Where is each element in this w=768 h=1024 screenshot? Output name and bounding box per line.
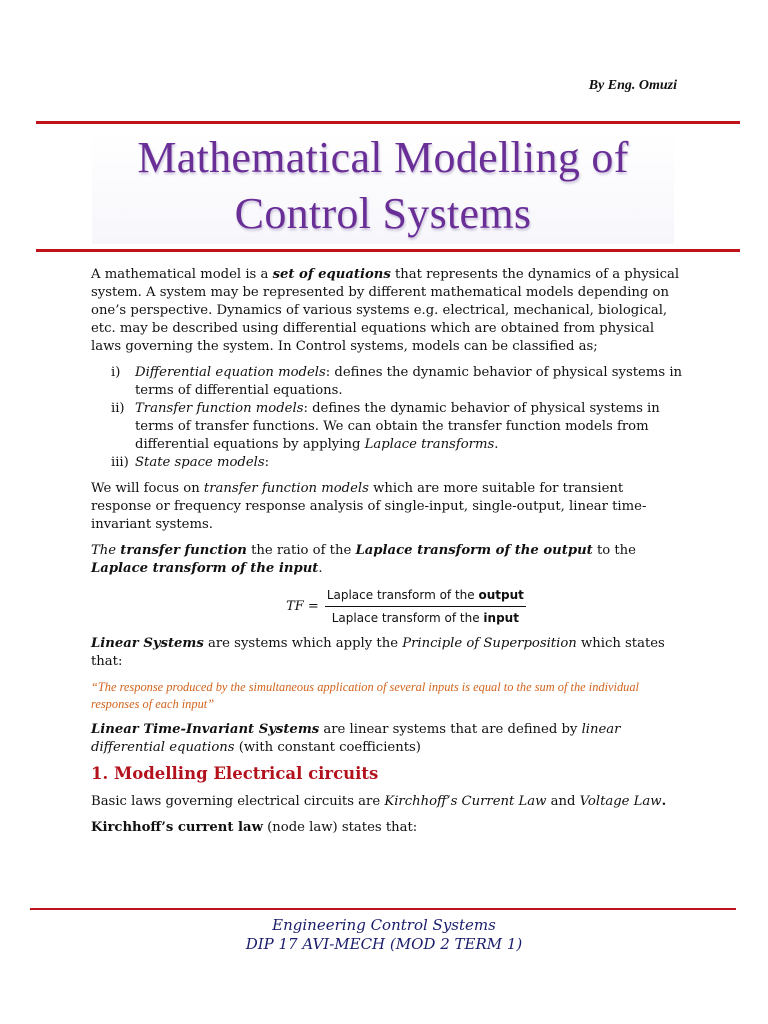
superposition-quote: “The response produced by the simultaneous application of several inputs is equal to the sum of the individual responses of each input”	[91, 680, 640, 711]
section-heading-electrical: 1. Modelling Electrical circuits	[91, 764, 379, 783]
footer-rule	[30, 908, 736, 910]
lti-paragraph: Linear Time-Invariant Systems are linear systems that are defined by linear differential equations (with constant coefficients)	[91, 722, 621, 755]
basic-laws-paragraph: Basic laws governing electrical circuits are Kirchhoff’s Current Law and Voltage Law.	[91, 794, 667, 809]
footer-course-code: DIP 17 AVI-MECH (MOD 2 TERM 1)	[245, 935, 523, 953]
document-body	[91, 266, 683, 845]
model-types-list	[91, 364, 683, 472]
equation-numerator: Laplace transform of the output	[325, 586, 526, 607]
title-line-2: Control Systems	[234, 189, 532, 238]
author-byline: By Eng. Omuzi	[588, 78, 677, 93]
footer-course-title: Engineering Control Systems	[272, 916, 496, 934]
title-underline-rule	[36, 249, 740, 252]
equation-denominator: Laplace transform of the input	[331, 611, 519, 625]
intro-paragraph: A mathematical model is a set of equations that represents the dynamics of a physical system. A system may be represented by different mathematical models depending on one’s perspective. Dynamics of various systems e.g. electrical, mechanical, biological, etc. may be described using differential equations which are obtained from physical laws governing the system. In Control systems, models can be classified as;	[91, 267, 680, 354]
top-rule	[36, 121, 740, 124]
page-title	[92, 130, 674, 244]
kcl-paragraph: Kirchhoff’s current law (node law) states that:	[91, 820, 418, 835]
title-line-1: Mathematical Modelling of	[137, 133, 629, 182]
focus-paragraph: We will focus on transfer function models which are more suitable for transient response or frequency response analysis of single-input, single-output, linear time-invariant systems.	[91, 481, 647, 532]
linear-systems-paragraph: Linear Systems are systems which apply the Principle of Superposition which states that:	[91, 636, 665, 669]
list-item: i) Differential equation models: defines the dynamic behavior of physical systems in terms of differential equations.	[111, 365, 683, 398]
list-item: iii) State space models:	[111, 455, 270, 470]
transfer-function-definition: The transfer function the ratio of the Laplace transform of the output to the Laplace transform of the input.	[91, 543, 636, 576]
list-item: ii) Transfer function models: defines the dynamic behavior of physical systems in terms of transfer functions. We can obtain the transfer function models from differential equations by applying Laplace transforms.	[111, 401, 660, 452]
transfer-function-equation: TF = $\frac{\text{Laplace transform of the output}}{\text{Laplace transform of the input}}$	[286, 588, 524, 625]
